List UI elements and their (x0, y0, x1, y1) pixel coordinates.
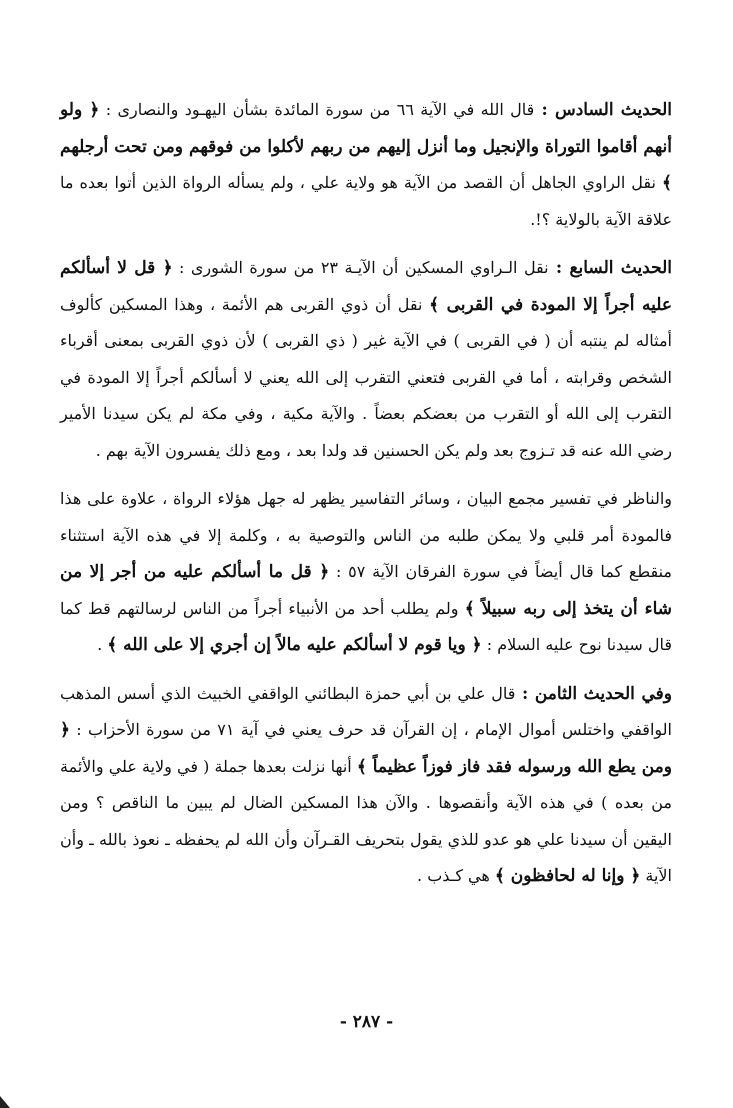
paragraph-tafsir-discussion (60, 481, 672, 664)
tafsir-discussion-middle: ولم يطلب أحد من الأنبياء أجراً من الناس لرسالتهم قط كما قال سيدنا نوح عليه السلام : (60, 598, 672, 654)
hadith-eight-end: هي كـذب . (417, 866, 495, 885)
quran-verse-ahzab-71: ﴿ ومن يطع الله ورسوله فقد فاز فوزاً عظيماً ﴾ (60, 720, 672, 777)
paragraph-hadith-seven (60, 250, 672, 469)
hadith-six-intro: قال الله في الآية ٦٦ من سورة المائدة بشأن اليهـود والنصارى : (99, 100, 535, 119)
quran-verse-hijr-9: ﴿ وإنا له لحافظون ﴾ (494, 866, 641, 886)
hadith-seven-commentary: نقل أن ذوي القربى هم الأئمة ، وهذا المسكين كألوف أمثاله لم ينتبه أن ( في القربى ) في الآية غير ( ذي القربى ) لأن ذوي القربى بمعنى أقرباء الشخص وقرابته ، أما في القربى فتعني التقرب إلى الله يعني لا أسألكم أجراً إلا المودة في التقرب إلى الله أو التقرب من بعضكم بعضاً . والآية مكية ، وفي مكة لم يكن سيدنا الأمير رضي الله عنه قد تـزوج بعد ولم يكن الحسنين قد ولدا بعد ، ومع ذلك يفسرون الآية بهم . (60, 294, 672, 460)
tafsir-discussion-end: . (97, 635, 108, 654)
hadith-eight-intro: قال علي بن أبي حمزة البطائني الواقفي الخبيث الذي أسس المذهب الواقفي واختلس أموال الإمام ، إن القرآن قد حرف يعني في آية ٧١ من سورة الأحزاب : (60, 683, 672, 739)
paragraph-hadith-eight (60, 676, 672, 895)
page-number: - ٢٨٧ - (339, 1012, 394, 1032)
tafsir-discussion-intro: والناظر في تفسير مجمع البيان ، وسائر التفاسير يظهر له جهل هؤلاء الرواة ، علاوة على هذا فالمودة أمر قلبي ولا يمكن طلبه من الناس والتوصية به ، وكلمة إلا في هذه الآية استثناء منقطع كما قال أيضاً في سورة الفرقان الآية ٥٧ : (60, 489, 672, 581)
hadith-seven-intro: نقل الـراوي المسكين أن الآيـة ٢٣ من سورة الشورى : (172, 258, 549, 277)
hadith-eight-commentary: أنها نزلت بعدها جملة ( في ولاية علي والأئمة من بعده ) في هذه الآية وأنقصوها . والآن هذا المسكين الضال لم يبين ما الناقص ؟ ومن اليقين أن سيدنا علي هو عدو للذي يقول بتحريف القـرآن وأن الله لم يحفظه ـ نعوذ بالله ـ وأن الآية (60, 756, 672, 885)
scan-edge-mark (0, 1096, 10, 1108)
quran-verse-hud-29: ﴿ ويا قوم لا أسألكم عليه مالاً إن أجري إلا على الله ﴾ (107, 635, 482, 655)
hadith-eight-heading: وفي الحديث الثامن : (515, 683, 672, 704)
hadith-six-heading: الحديث السادس : (534, 100, 672, 120)
hadith-six-commentary: نقل الراوي الجاهل أن القصد من الآية هو ولاية علي ، ولم يسأله الرواة الذين أتوا بعده ما علاقة الآية بالولاية ؟!. (60, 173, 672, 229)
quran-verse-shura-23: ﴿ قل لا أسألكم عليه أجراً إلا المودة في القربى ﴾ (60, 258, 672, 315)
quran-verse-furqan-57: ﴿ قل ما أسألكم عليه من أجر إلا من شاء أن يتخذ إلى ربه سبيلاً ﴾ (60, 562, 673, 619)
paragraph-hadith-six (60, 92, 672, 238)
hadith-seven-heading: الحديث السابع : (548, 258, 672, 278)
page-body (60, 92, 672, 895)
quran-verse-maidah-66: ﴿ ولو أنهم أقاموا التوراة والإنجيل وما أنزل إليهم من ربهم لأكلوا من فوقهم ومن تحت أرجلهم ﴾ (60, 100, 672, 193)
